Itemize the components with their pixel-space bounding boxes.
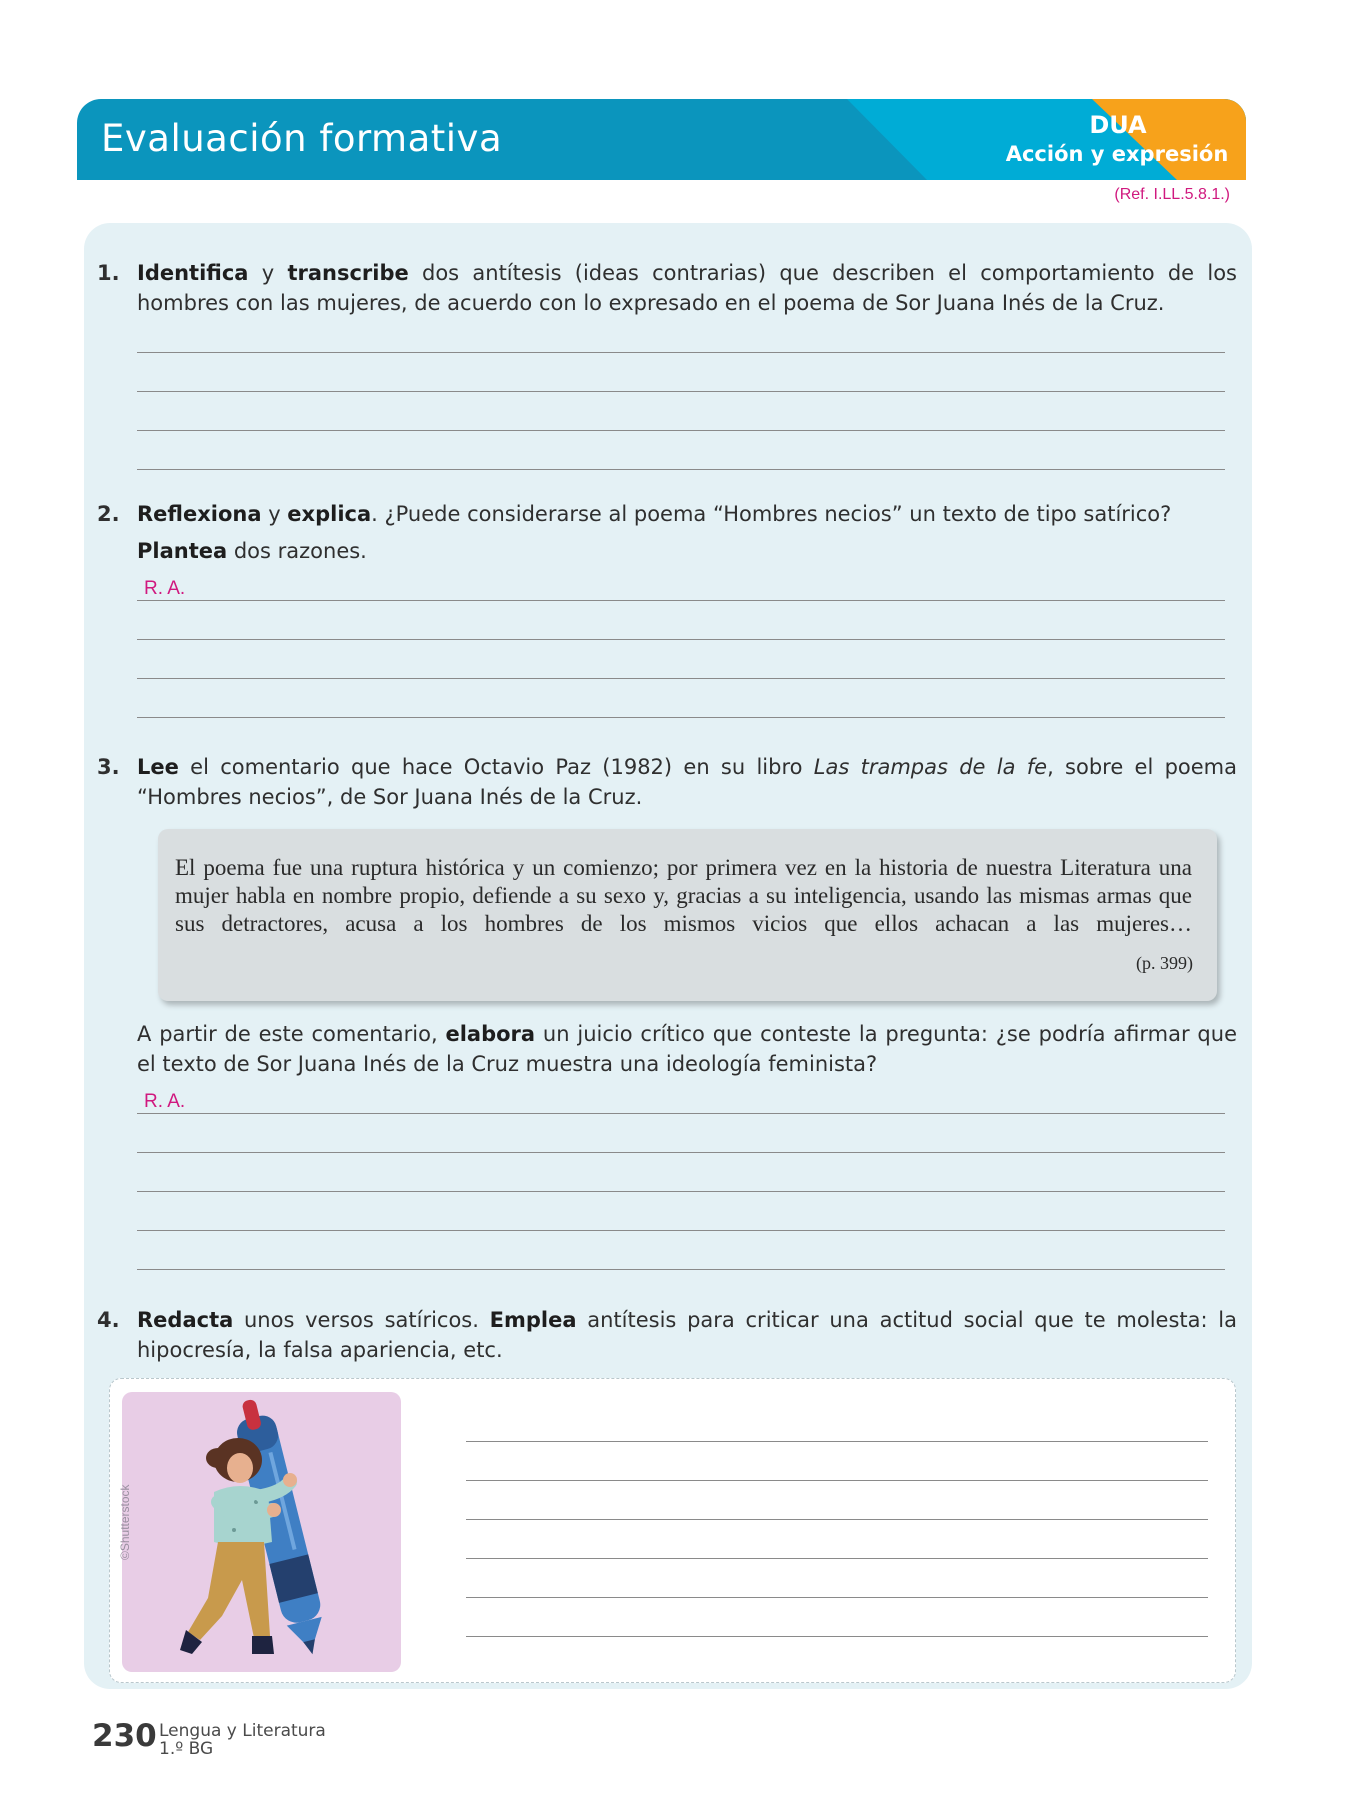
question-text-run: el comentario que hace Octavio Paz (1982) en su libro bbox=[178, 755, 814, 779]
page-title: Evaluación formativa bbox=[101, 117, 503, 160]
answer-mark: R. A. bbox=[144, 1091, 186, 1112]
header-bar bbox=[77, 99, 1246, 180]
reference-code: (Ref. I.LL.5.8.1.) bbox=[1114, 186, 1230, 203]
quote-text: El poema fue una ruptura histórica y un comienzo; por primera vez en la historia de nuestra Literatura una mujer habla en nombre propio, defiende a su sexo y, gracias a su inteligencia, usando las mismas armas que sus detractores, acusa a los hombres de los mismos vicios que ellos achacan a las mujeres… bbox=[175, 855, 1192, 936]
instruction-verb: Emplea bbox=[489, 1308, 577, 1332]
instruction-verb: Redacta bbox=[137, 1308, 234, 1332]
instruction-verb: elabora bbox=[445, 1022, 536, 1046]
writing-line[interactable] bbox=[466, 1597, 1208, 1598]
question-number: 2. bbox=[97, 502, 120, 526]
answer-line[interactable] bbox=[137, 678, 1225, 679]
question-text bbox=[137, 499, 1237, 529]
instruction-verb: Plantea bbox=[137, 539, 228, 563]
question-text-run: . ¿Puede considerarse al poema “Hombres necios” un texto de tipo satírico? bbox=[371, 502, 1172, 526]
answer-line[interactable] bbox=[137, 1113, 1225, 1114]
question-text-run: A partir de este comentario, bbox=[137, 1022, 446, 1046]
question-number: 4. bbox=[97, 1308, 120, 1332]
book-title: Las trampas de la fe bbox=[813, 755, 1048, 779]
answer-line[interactable] bbox=[137, 717, 1225, 718]
instruction-verb: transcribe bbox=[287, 261, 409, 285]
dua-label: DUA bbox=[1089, 111, 1147, 139]
question-text bbox=[137, 1019, 1237, 1079]
question-text-run: antítesis para criticar una actitud social que te molesta: la hipocresía, la falsa apariencia, etc. bbox=[137, 1308, 1238, 1362]
question-3 bbox=[97, 752, 1237, 812]
woman-holding-pen-illustration bbox=[122, 1392, 401, 1672]
question-text-run: , sobre el poema “Hombres necios”, de Sor Juana Inés de la Cruz. bbox=[137, 755, 1238, 809]
answer-mark: R. A. bbox=[144, 578, 186, 599]
answer-line[interactable] bbox=[137, 430, 1225, 431]
dua-subtitle: Acción y expresión bbox=[1005, 142, 1229, 166]
instruction-text: dos razones. bbox=[227, 539, 367, 563]
quote-citation: (p. 399) bbox=[1136, 953, 1193, 973]
instruction-verb: Reflexiona bbox=[137, 502, 262, 526]
pen-illustration-icon bbox=[122, 1392, 401, 1672]
page-number: 230 bbox=[92, 1718, 157, 1754]
writing-line[interactable] bbox=[466, 1441, 1208, 1442]
question-text-run: y bbox=[248, 261, 288, 285]
writing-line[interactable] bbox=[466, 1480, 1208, 1481]
question-2 bbox=[97, 499, 1237, 566]
image-credit: ©Shutterstock bbox=[118, 1484, 132, 1560]
question-text-run: y bbox=[261, 502, 288, 526]
question-text-run: unos versos satíricos. bbox=[233, 1308, 490, 1332]
subject-label bbox=[159, 1722, 326, 1758]
instruction-verb: explica bbox=[287, 502, 372, 526]
answer-line[interactable] bbox=[137, 639, 1225, 640]
answer-line[interactable] bbox=[137, 469, 1225, 470]
writing-line[interactable] bbox=[466, 1636, 1208, 1637]
writing-line[interactable] bbox=[466, 1558, 1208, 1559]
question-text bbox=[137, 1305, 1237, 1365]
quote-box bbox=[158, 829, 1217, 1001]
question-text bbox=[137, 258, 1237, 318]
question-number: 1. bbox=[97, 261, 120, 285]
instruction-verb: Lee bbox=[137, 755, 179, 779]
question-number: 3. bbox=[97, 755, 120, 779]
question-3-followup bbox=[97, 1019, 1237, 1079]
subject-name: Lengua y Literatura bbox=[159, 1721, 326, 1741]
question-text-line2 bbox=[137, 536, 1237, 566]
question-text-run: dos antítesis (ideas contrarias) que describen el comportamiento de los hombres con las mujeres, de acuerdo con lo expresado en el poema de Sor Juana Inés de la Cruz. bbox=[137, 261, 1237, 315]
answer-line[interactable] bbox=[137, 1152, 1225, 1153]
question-1 bbox=[97, 258, 1237, 318]
writing-line[interactable] bbox=[466, 1519, 1208, 1520]
question-4 bbox=[97, 1305, 1237, 1365]
answer-line[interactable] bbox=[137, 391, 1225, 392]
answer-line[interactable] bbox=[137, 1191, 1225, 1192]
question-text-run: un juicio crítico que conteste la pregunta: ¿se podría afirmar que el texto de Sor Juana Inés de la Cruz muestra una ideología feminista? bbox=[137, 1022, 1237, 1076]
answer-line[interactable] bbox=[137, 1230, 1225, 1231]
question-text bbox=[137, 752, 1237, 812]
answer-line[interactable] bbox=[137, 352, 1225, 353]
grade-label: 1.º BG bbox=[159, 1739, 214, 1759]
answer-line[interactable] bbox=[137, 1269, 1225, 1270]
instruction-verb: Identifica bbox=[137, 261, 249, 285]
answer-line[interactable] bbox=[137, 600, 1225, 601]
